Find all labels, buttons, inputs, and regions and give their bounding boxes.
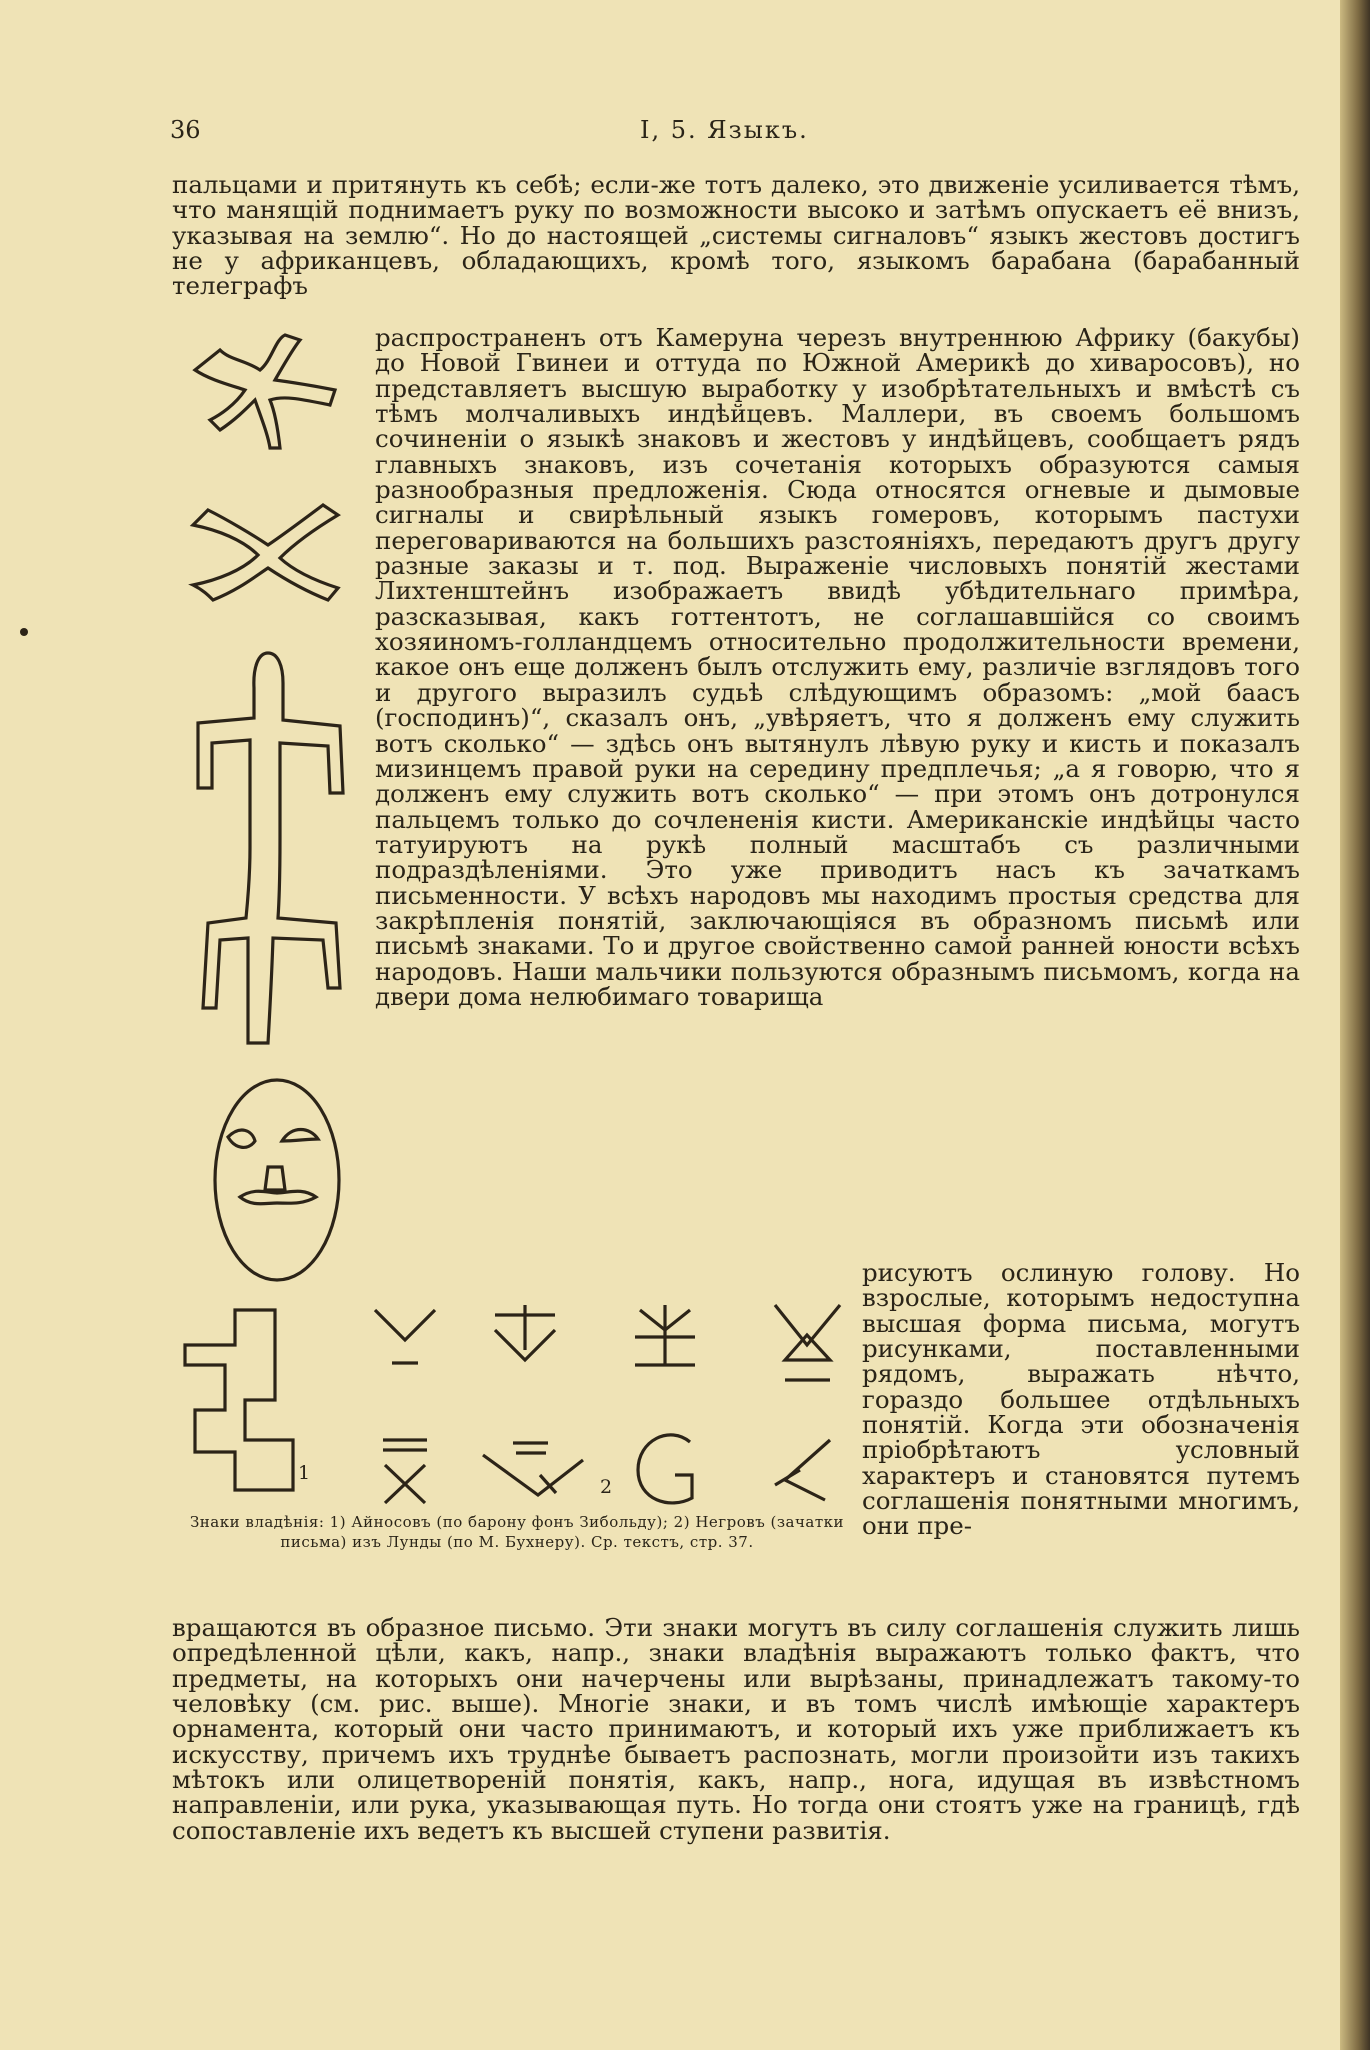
figure-label-2: 2 (600, 1476, 613, 1498)
negro-sign-k-icon (770, 1435, 840, 1505)
negro-sign-x-bars-icon (375, 1435, 435, 1505)
negro-sign-g-icon (630, 1430, 710, 1510)
negro-sign-hourglass-icon (770, 1300, 845, 1390)
ainu-sign-cross-icon (188, 500, 348, 610)
figure-label-1: 1 (298, 1462, 311, 1484)
ink-dot (20, 628, 28, 636)
paragraph-2: распространенъ отъ Камеруна черезъ внутреннюю Африку (бакубы) до Новой Гвинеи и оттуда по Южной Америкѣ до хиваросовъ), но представляетъ высшую выработку у изобрѣтательныхъ и вмѣстѣ съ тѣмъ молчаливыхъ индѣйцевъ. Маллери, въ своемъ большомъ сочиненіи о языкѣ знаковъ и жестовъ у индѣйцевъ, сообщаетъ рядъ главныхъ знаковъ, изъ сочетанія которыхъ образуются самыя разнообразныя предложенія. Сюда относятся огневые и дымовые сигналы и свирѣльный языкъ гомеровъ, которымъ пастухи переговариваются на большихъ разстояніяхъ, передаютъ другъ другу разные заказы и т. под. Выраженіе числовыхъ понятій жестами Лихтенштейнъ изображаетъ ввидѣ убѣдительнаго примѣра, разсказывая, какъ готтентотъ, не соглашавшійся со своимъ хозяиномъ-голландцемъ относительно продолжительности времени, какое онъ еще долженъ былъ отслужить ему, различіе взглядовъ того и другого выразилъ судьѣ слѣдующимъ образомъ: „мой баасъ (господинъ)“, сказалъ онъ, „увѣряетъ, что я долженъ ему служить вотъ сколько“ — здѣсь онъ вытянулъ лѣвую руку и кисть и показалъ мизинцемъ правой руки на середину предплечья; „а я говорю, что я долженъ ему служить вотъ сколько“ — при этомъ онъ дотронулся пальцемъ только до сочлененія кисти. Американскіе индѣйцы часто татуируютъ на рукѣ полный масштабъ съ различными подраздѣленіями. Это уже приводитъ насъ къ зачаткамъ письменности. У всѣхъ народовъ мы находимъ простыя средства для закрѣпленія понятій, заключающіяся въ образномъ письмѣ или письмѣ знаками. То и другое свойственно самой ранней юности всѣхъ народовъ. Наши мальчики пользуются образнымъ письмомъ, когда на двери дома нелюбимаго товарища (375, 323, 1300, 1011)
negro-sign-v-bars-icon (478, 1435, 588, 1505)
ainu-sign-bird-icon (190, 330, 340, 450)
page-edge (1340, 0, 1370, 2050)
negro-sign-t-v-icon (490, 1305, 560, 1370)
negro-sign-arrow-t-icon (630, 1305, 700, 1370)
paragraph-1: пальцами и притянуть къ себѣ; если-же тотъ далеко, это движеніе усиливается тѣмъ, что манящій поднимаетъ руку по возможности высоко и затѣмъ опускаетъ её внизъ, указывая на землю“. Но до настоящей „системы сигналовъ“ языкъ жестовъ достигъ не у африканцевъ, обладающихъ, кромѣ того, языкомъ барабана (барабанный телеграфъ (172, 170, 1300, 301)
ainu-sign-figure-icon (188, 648, 348, 1048)
paragraph-3: рисуютъ ослиную голову. Но взрослые, которымъ недоступна высшая форма письма, могутъ рисунками, поставленными рядомъ, выражать нѣчто, гораздо большее отдѣльныхъ понятій. Когда эти обозначенія пріобрѣтаютъ условный характеръ и становятся путемъ соглашенія понятными многимъ, они пре- (862, 1258, 1300, 1541)
paragraph-4: вращаются въ образное письмо. Эти знаки могутъ въ силу соглашенія служить лишь опредѣленной цѣли, какъ, напр., знаки владѣнія выражаютъ только фактъ, что предметы, на которыхъ они начерчены или вырѣзаны, принадлежатъ такому-то человѣку (см. рис. выше). Многіе знаки, и въ томъ числѣ имѣющіе характеръ орнамента, который они часто принимаютъ, и который ихъ уже приближаетъ къ искусству, причемъ ихъ труднѣе бываетъ распознать, могли произойти изъ такихъ мѣтокъ или олицетвореній понятія, какъ, напр., нога, идущая въ извѣстномъ направленіи, или рука, указывающая путь. Но тогда они стоятъ уже на границѣ, гдѣ сопоставленіе ихъ ведетъ къ высшей ступени развитія. (172, 1613, 1300, 1845)
figure-caption: Знаки владѣнія: 1) Айносовъ (по барону фонъ Зибольду); 2) Негровъ (зачатки письма) изъ Лунды (по М. Бухнеру). Ср. текстъ, стр. 37. (189, 1513, 845, 1551)
ainu-sign-face-icon (210, 1075, 345, 1285)
negro-sign-v-dash-icon (370, 1305, 440, 1375)
running-head: I, 5. Языкъ. (640, 116, 809, 144)
page-number: 36 (170, 116, 201, 144)
